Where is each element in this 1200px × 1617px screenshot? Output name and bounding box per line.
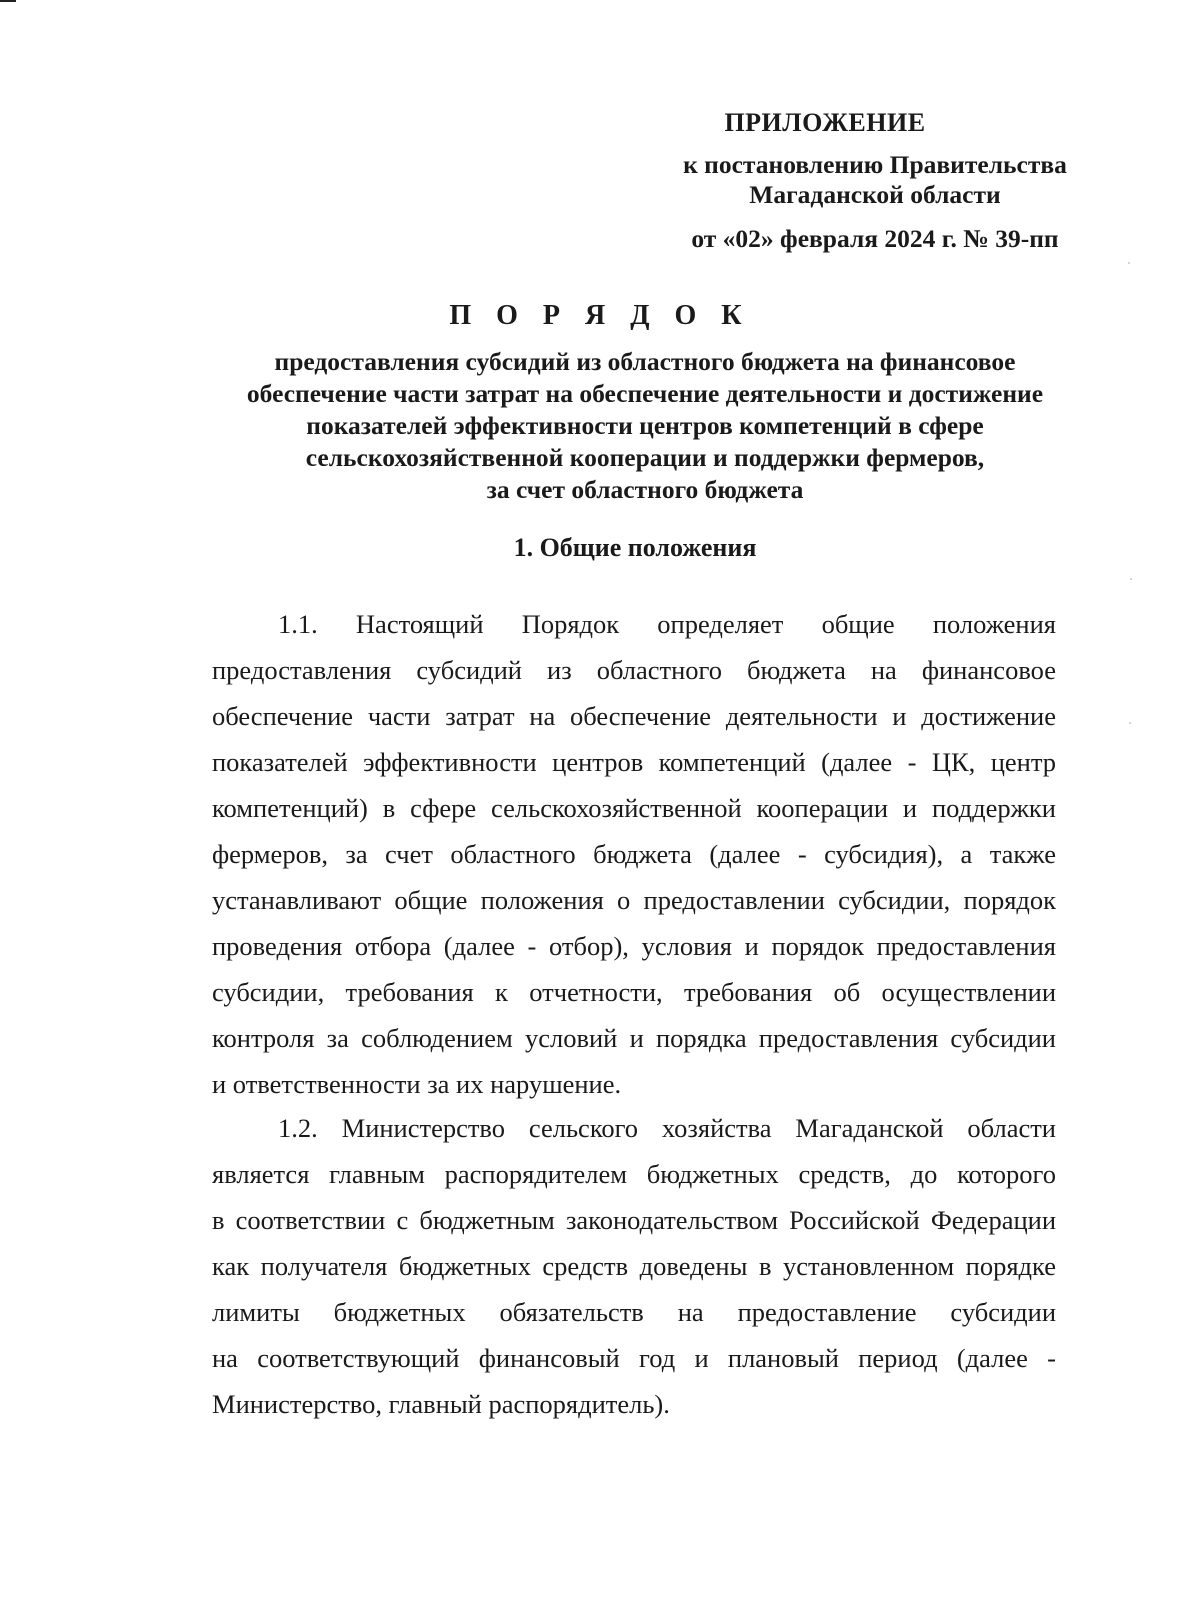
section-heading: 1. Общие положения: [513, 533, 757, 562]
paragraph-line: и ответственности за их нарушение.: [212, 1069, 622, 1099]
paragraph-line: обеспечение части затрат на обеспечение деятельности и достижение: [212, 701, 1056, 731]
paragraph-1-1: [212, 601, 1056, 1107]
paragraph-line: на соответствующий финансовый год и плановый период (далее -: [212, 1343, 1056, 1373]
paragraph-line: предоставления субсидий из областного бюджета на финансовое: [212, 655, 1056, 685]
paragraph-line: как получателя бюджетных средств доведены в установленном порядке: [212, 1251, 1056, 1281]
paragraph-line: проведения отбора (далее - отбор), условия и порядок предоставления: [212, 931, 1056, 961]
paragraph-line: компетенций) в сфере сельскохозяйственной кооперации и поддержки: [212, 793, 1056, 823]
document-title: П О Р Я Д О К: [449, 300, 751, 331]
scan-edge-mark: [0, 0, 16, 2]
appendix-title: ПРИЛОЖЕНИЕ: [724, 108, 926, 137]
paragraph-line: устанавливают общие положения о предоставлении субсидии, порядок: [212, 885, 1056, 915]
paragraph-line: 1.2. Министерство сельского хозяйства Магаданской области: [278, 1113, 1056, 1143]
scan-speck: [1129, 722, 1131, 724]
paragraph-1-2: [212, 1105, 1056, 1427]
paragraph-line: Министерство, главный распорядитель).: [212, 1389, 670, 1419]
appendix-decree-line: к постановлению Правительства: [683, 150, 1067, 179]
scan-speck: [1130, 578, 1132, 580]
subtitle-line: за счет областного бюджета: [486, 475, 804, 504]
paragraph-line: 1.1. Настоящий Порядок определяет общие положения: [278, 609, 1056, 639]
scan-speck: [1128, 262, 1130, 264]
paragraph-line: фермеров, за счет областного бюджета (далее - субсидия), а также: [212, 839, 1056, 869]
paragraph-line: субсидии, требования к отчетности, требования об осуществлении: [212, 977, 1056, 1007]
subtitle-line: сельскохозяйственной кооперации и поддержки фермеров,: [305, 443, 985, 472]
paragraph-line: контроля за соблюдением условий и порядка предоставления субсидии: [212, 1023, 1056, 1053]
paragraph-line: лимиты бюджетных обязательств на предоставление субсидии: [212, 1297, 1056, 1327]
appendix-region-line: Магаданской области: [749, 180, 1001, 209]
appendix-date-number-line: от «02» февраля 2024 г. № 39-пп: [691, 224, 1059, 253]
subtitle-line: показателей эффективности центров компетенций в сфере: [306, 411, 984, 440]
paragraph-line: в соответствии с бюджетным законодательством Российской Федерации: [212, 1205, 1056, 1235]
document-subtitle: [200, 346, 1090, 506]
subtitle-line: предоставления субсидий из областного бюджета на финансовое: [274, 347, 1016, 376]
paragraph-line: показателей эффективности центров компетенций (далее - ЦК, центр: [212, 747, 1056, 777]
subtitle-line: обеспечение части затрат на обеспечение деятельности и достижение: [246, 379, 1044, 408]
paragraph-line: является главным распорядителем бюджетных средств, до которого: [212, 1159, 1056, 1189]
